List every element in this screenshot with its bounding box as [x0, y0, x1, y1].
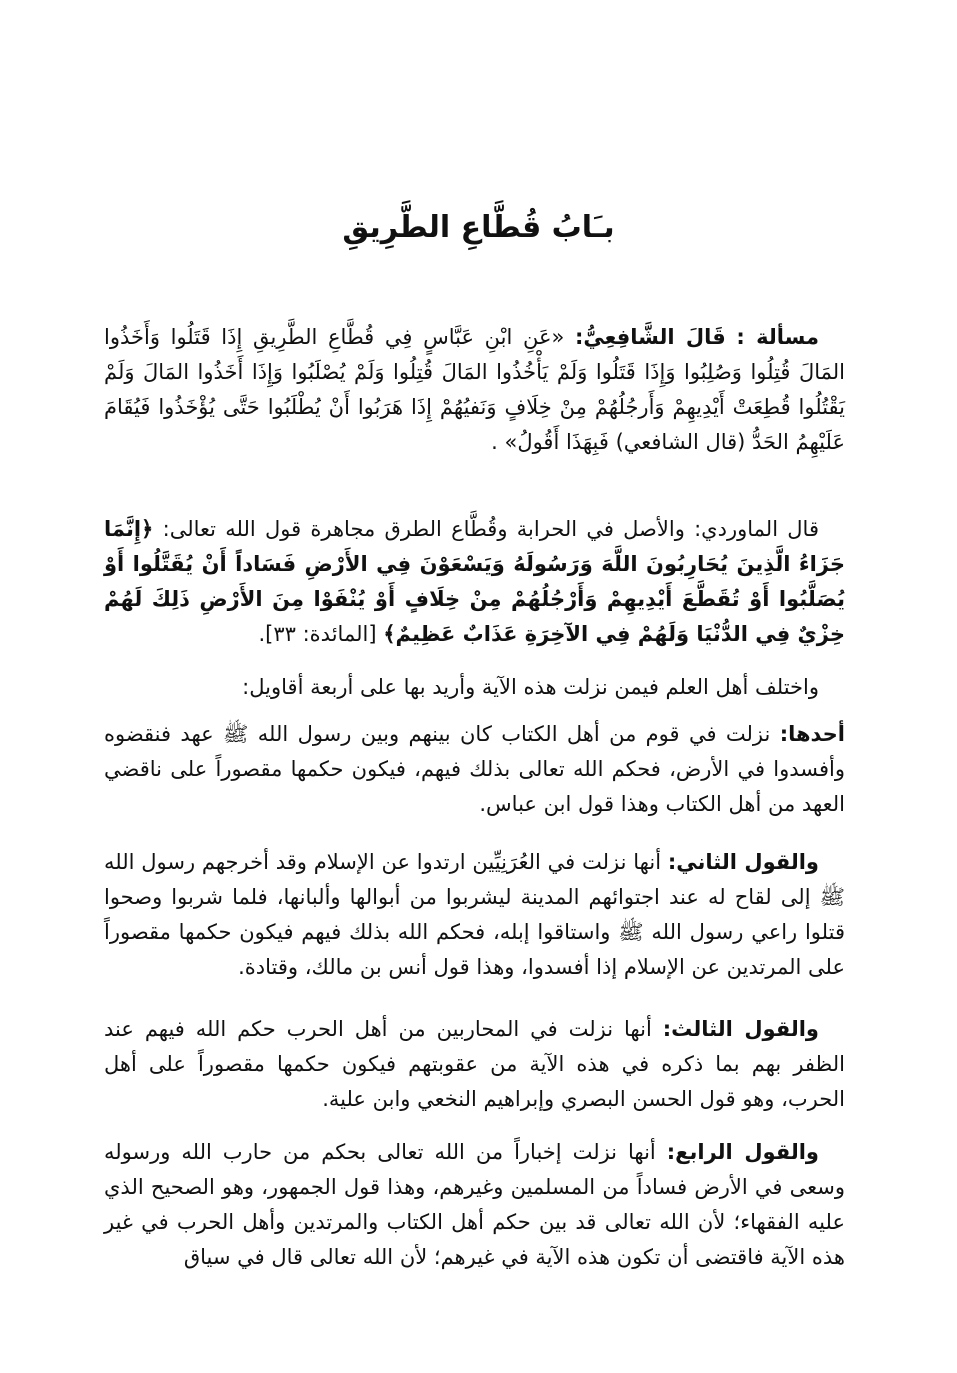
masala-label: مسألة : — [736, 325, 819, 349]
opinion-paragraph-2 — [104, 845, 845, 985]
ikhtilaf-paragraph: واختلف أهل العلم فيمن نزلت هذه الآية وأريد بها على أربعة أقاويل: — [242, 675, 819, 699]
masala-text: «عَنِ ابْنِ عَبَّاسٍ فِي قُطَّاعِ الطَّرِيقِ إِذَا قَتَلُوا وَأَخَذُوا المَالَ قُتِلُوا وَصُلِبُوا وَإِذَا قَتَلُوا وَلَمْ يَأْخُذُوا المَالَ قُتِلُوا وَلَمْ يُصْلَبُوا وَإِذَا أَخَذُوا المَالَ وَلَمْ يَقْتُلُوا قُطِعَتْ أَيْدِيهِمْ وَأَرجُلُهُمْ مِنْ خِلَافٍ وَنَفيُهُمْ إِذَا هَرَبُوا أَنْ يُطْلَبُوا حَتَّى يُؤْخَذُوا فَيُقَامَ عَلَيْهِمُ الحَدُّ (قال الشافعي) فَبِهَذَا أَقُولُ» . — [104, 325, 845, 454]
mawardi-intro: قال الماوردي: والأصل في الحرابة وقُطَّاع الطرق مجاهرة قول الله تعالى: — [162, 517, 819, 541]
verse-reference: [المائدة: ٣٣]. — [258, 622, 377, 646]
opinion-4-text: أنها نزلت إخباراً من الله تعالى بحكم من حارب الله ورسوله وسعى في الأرض فساداً من المسلمين وغيرهم، وهذا قول الجمهور، وهو الصحيح الذي عليه الفقهاء؛ لأن الله تعالى قد بين حكم أهل الكتاب والمرتدين وأهل الحرب في غير هذه الآية فاقتضى أن تكون هذه الآية في غيرهم؛ لأن الله تعالى قال في سياق — [104, 1140, 845, 1269]
opinion-1-lead: أحدها: — [779, 722, 845, 746]
opinion-paragraph-4 — [104, 1135, 845, 1275]
opinion-3-lead: والقول الثالث: — [662, 1017, 819, 1041]
quran-verse: ﴿إِنَّمَا جَزَاءُ الَّذِينَ يُحَارِبُونَ اللَّهَ وَرَسُولَهُ وَيَسْعَوْنَ فِي الأَرْضِ فَسَاداً أَنْ يُقَتَّلُوا أَوْ يُصَلَّبُوا أَوْ تُقَطَّعَ أَيْدِيهِمْ وَأَرْجُلُهُمْ مِنْ خِلَافٍ أَوْ يُنْفَوْا مِنَ الأَرْضِ ذَلِكَ لَهُمْ خِزْيٌ فِي الدُّنْيَا وَلَهُمْ فِي الآخِرَةِ عَذَابٌ عَظِيمٌ﴾ — [104, 517, 845, 646]
opinion-1-text: نزلت في قوم من أهل الكتاب كان بينهم وبين رسول الله ﷺ عهد فنقضوه وأفسدوا في الأرض، فحكم الله تعالى بذلك فيهم، فيكون حكمها مقصوراً على ناقضي العهد من أهل الكتاب وهذا قول ابن عباس. — [104, 722, 845, 816]
mawardi-paragraph — [104, 512, 845, 652]
chapter-title: بـَابُ قُطَّاعِ الطَّرِيقِ — [342, 210, 615, 245]
masala-speaker: قَالَ الشَّافِعِيُّ: — [575, 325, 726, 349]
masala-paragraph — [104, 320, 845, 460]
opinion-paragraph-1 — [104, 717, 845, 822]
opinion-2-lead: والقول الثاني: — [667, 850, 819, 874]
opinion-3-text: أنها نزلت في المحاربين من أهل الحرب حكم الله فيهم عند الظفر بهم بما ذكره في هذه الآية من عقوبتهم فيكون حكمها مقصوراً على أهل الحرب، وهو قول الحسن البصري وإبراهيم النخعي وابن علية. — [104, 1017, 845, 1111]
opinion-paragraph-3 — [104, 1012, 845, 1117]
opinion-4-lead: والقول الرابع: — [666, 1140, 819, 1164]
opinion-2-text: أنها نزلت في العُرَنِيِّين ارتدوا عن الإسلام وقد أخرجهم رسول الله ﷺ إلى لقاح له عند اجتوائهم المدينة ليشربوا من أبوالها وألبانها، فلما شربوا وصحوا قتلوا راعي رسول الله ﷺ واستاقوا إبله، فحكم الله بذلك فيهم فيكون حكمها مقصوراً على المرتدين عن الإسلام إذا أفسدوا، وهذا قول أنس بن مالك، وقتادة. — [104, 850, 845, 979]
